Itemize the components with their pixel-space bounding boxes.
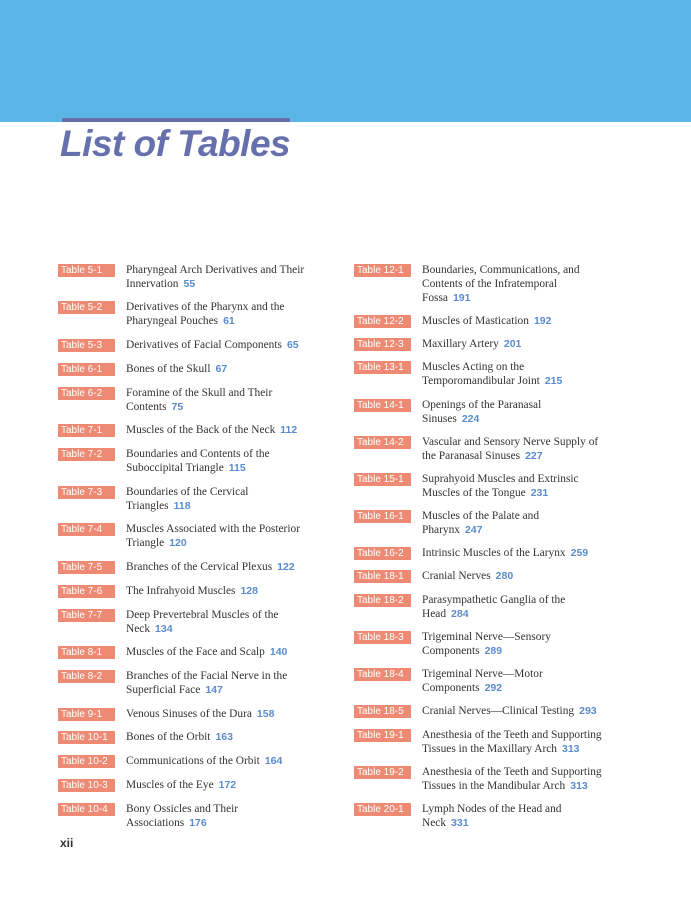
table-title — [422, 569, 637, 583]
table-number-tag: Table 16-1 — [354, 510, 411, 523]
table-title — [126, 778, 341, 792]
page-reference: 331 — [451, 817, 469, 829]
page-reference: 128 — [240, 585, 258, 597]
table-title — [422, 398, 637, 426]
table-title-line: Innervation — [126, 278, 179, 290]
table-number-tag: Table 14-1 — [354, 399, 411, 412]
table-title-line: Contents of the Infratemporal — [422, 278, 558, 290]
table-title-line: Components — [422, 645, 480, 657]
page-reference: 163 — [215, 731, 233, 743]
table-title-line: Components — [422, 682, 480, 694]
table-title-line: Boundaries, Communications, and — [422, 264, 580, 276]
table-number-tag: Table 12-3 — [354, 338, 411, 351]
table-title-line: Cranial Nerves — [422, 570, 491, 582]
table-title — [422, 337, 637, 351]
page-reference: 140 — [269, 646, 288, 658]
table-number-tag: Table 7-3 — [58, 486, 115, 499]
table-number-tag: Table 10-3 — [58, 779, 115, 792]
table-number-tag: Table 18-4 — [354, 668, 411, 681]
table-number-tag: Table 7-4 — [58, 523, 115, 536]
table-title — [126, 522, 341, 550]
table-title — [126, 707, 341, 721]
page-reference: 192 — [533, 315, 552, 327]
page-reference: 293 — [579, 705, 597, 717]
table-title — [422, 360, 637, 388]
table-title — [126, 645, 341, 659]
page-reference: 122 — [277, 561, 295, 573]
table-title — [126, 447, 341, 475]
page-number: xii — [60, 836, 74, 850]
table-title — [126, 263, 341, 291]
table-title-line: Trigeminal Nerve—Sensory — [422, 631, 551, 643]
page-reference: 55 — [183, 278, 196, 290]
page-reference: 147 — [205, 684, 223, 696]
page-reference: 227 — [525, 450, 543, 462]
page-reference: 224 — [461, 413, 480, 425]
table-title-line: Contents — [126, 401, 167, 413]
table-title-line: Muscles of the Back of the Neck — [126, 424, 276, 436]
table-number-tag: Table 7-1 — [58, 424, 115, 437]
table-number-tag: Table 20-1 — [354, 803, 411, 816]
table-number-tag: Table 7-6 — [58, 585, 115, 598]
table-title-line: Head — [422, 608, 447, 620]
table-title — [126, 423, 341, 437]
table-title — [422, 802, 637, 830]
table-title — [126, 300, 341, 328]
table-number-tag: Table 7-7 — [58, 609, 115, 622]
page-reference: 164 — [264, 755, 283, 767]
page-reference: 191 — [452, 292, 471, 304]
table-number-tag: Table 7-5 — [58, 561, 115, 574]
table-title — [126, 754, 341, 768]
table-title-line: Triangles — [126, 500, 169, 512]
table-title-line: Boundaries of the Cervical — [126, 486, 249, 498]
table-title — [422, 593, 637, 621]
table-title-line: Neck — [422, 817, 447, 829]
table-title-line: Tissues in the Maxillary Arch — [422, 743, 557, 755]
table-title — [422, 314, 637, 328]
table-title — [422, 728, 637, 756]
table-title-line: Venous Sinuses of the Dura — [126, 708, 252, 720]
page-reference: 120 — [169, 537, 187, 549]
table-title — [126, 485, 341, 513]
table-title — [422, 509, 637, 537]
table-title — [126, 386, 341, 414]
table-title-line: Neck — [126, 623, 151, 635]
page-reference: 284 — [451, 608, 469, 620]
table-title — [126, 362, 341, 376]
table-title-line: Muscles of the Face and Scalp — [126, 646, 265, 658]
table-number-tag: Table 16-2 — [354, 547, 411, 560]
page-reference: 313 — [570, 780, 588, 792]
table-number-tag: Table 19-2 — [354, 766, 411, 779]
table-title-line: Lymph Nodes of the Head and — [422, 803, 562, 815]
table-number-tag: Table 12-1 — [354, 264, 411, 277]
table-title-line: Intrinsic Muscles of the Larynx — [422, 547, 566, 559]
table-title — [422, 704, 637, 718]
table-title — [422, 546, 637, 560]
table-title — [126, 584, 341, 598]
table-number-tag: Table 15-1 — [354, 473, 411, 486]
table-title-line: Communications of the Orbit — [126, 755, 260, 767]
table-number-tag: Table 19-1 — [354, 729, 411, 742]
table-title-line: Muscles Acting on the — [422, 361, 525, 373]
table-number-tag: Table 18-5 — [354, 705, 411, 718]
page-reference: 313 — [562, 743, 580, 755]
table-title-line: Boundaries and Contents of the — [126, 448, 270, 460]
table-title-line: Temporomandibular Joint — [422, 375, 540, 387]
table-number-tag: Table 7-2 — [58, 448, 115, 461]
table-number-tag: Table 10-4 — [58, 803, 115, 816]
page-reference: 259 — [570, 547, 589, 559]
table-title-line: Suprahyoid Muscles and Extrinsic — [422, 473, 579, 485]
table-title-line: Anesthesia of the Teeth and Supporting — [422, 766, 602, 778]
table-title-line: Fossa — [422, 292, 448, 304]
page-reference: 61 — [223, 315, 235, 327]
table-title — [422, 263, 637, 305]
table-title-line: Tissues in the Mandibular Arch — [422, 780, 566, 792]
table-number-tag: Table 10-1 — [58, 731, 115, 744]
table-title-line: Bony Ossicles and Their — [126, 803, 239, 815]
table-title — [422, 765, 637, 793]
table-title-line: Deep Prevertebral Muscles of the — [126, 609, 279, 621]
table-title — [126, 730, 341, 744]
table-title-line: Triangle — [126, 537, 165, 549]
table-title-line: Cranial Nerves—Clinical Testing — [422, 705, 575, 717]
table-number-tag: Table 12-2 — [354, 315, 411, 328]
table-title-line: Muscles of the Tongue — [422, 487, 526, 499]
table-number-tag: Table 5-1 — [58, 264, 115, 277]
table-number-tag: Table 6-2 — [58, 387, 115, 400]
table-title-line: Pharyngeal Pouches — [126, 315, 219, 327]
table-number-tag: Table 6-1 — [58, 363, 115, 376]
page-reference: 231 — [530, 487, 549, 499]
page-reference: 115 — [228, 462, 246, 474]
table-title — [422, 472, 637, 500]
table-title-line: Bones of the Orbit — [126, 731, 211, 743]
page-reference: 292 — [484, 682, 503, 694]
table-title-line: Foramine of the Skull and Their — [126, 387, 273, 399]
page-title: List of Tables — [60, 123, 291, 164]
table-title — [126, 802, 341, 830]
table-title — [126, 669, 341, 697]
table-number-tag: Table 5-2 — [58, 301, 115, 314]
table-title-line: Anesthesia of the Teeth and Supporting — [422, 729, 602, 741]
table-title-line: Sinuses — [422, 413, 457, 425]
table-title — [126, 338, 341, 352]
table-title-line: Suboccipital Triangle — [126, 462, 224, 474]
table-number-tag: Table 10-2 — [58, 755, 115, 768]
table-title-line: The Infrahyoid Muscles — [126, 585, 236, 597]
table-title — [422, 630, 637, 658]
table-title-line: Bones of the Skull — [126, 363, 211, 375]
table-title — [126, 560, 341, 574]
page-reference: 65 — [286, 339, 299, 351]
header-band — [0, 0, 691, 122]
table-title-line: Maxillary Artery — [422, 338, 499, 350]
table-title-line: Openings of the Paranasal — [422, 399, 542, 411]
page-reference: 247 — [464, 524, 483, 536]
table-title — [422, 667, 637, 695]
table-title — [422, 435, 637, 463]
page-reference: 280 — [495, 570, 514, 582]
table-title-line: Derivatives of the Pharynx and the — [126, 301, 285, 313]
page-reference: 201 — [503, 338, 522, 350]
table-title-line: Branches of the Cervical Plexus — [126, 561, 273, 573]
table-number-tag: Table 18-1 — [354, 570, 411, 583]
table-title-line: Trigeminal Nerve—Motor — [422, 668, 543, 680]
table-title-line: Parasympathetic Ganglia of the — [422, 594, 566, 606]
table-number-tag: Table 18-3 — [354, 631, 411, 644]
page-reference: 158 — [256, 708, 275, 720]
page-reference: 172 — [218, 779, 237, 791]
page-reference: 75 — [171, 401, 184, 413]
page-reference: 289 — [484, 645, 503, 657]
table-number-tag: Table 9-1 — [58, 708, 115, 721]
page-reference: 176 — [189, 817, 207, 829]
table-title-line: Derivatives of Facial Components — [126, 339, 282, 351]
table-number-tag: Table 18-2 — [354, 594, 411, 607]
page-reference: 67 — [215, 363, 228, 375]
table-title-line: Superficial Face — [126, 684, 201, 696]
table-title-line: Vascular and Sensory Nerve Supply of — [422, 436, 599, 448]
table-title-line: Pharynx — [422, 524, 460, 536]
table-title-line: Muscles of Mastication — [422, 315, 529, 327]
table-title-line: Muscles of the Palate and — [422, 510, 540, 522]
page-reference: 112 — [280, 424, 298, 436]
table-title-line: Muscles of the Eye — [126, 779, 214, 791]
page-reference: 118 — [173, 500, 191, 512]
table-title-line: Associations — [126, 817, 185, 829]
table-title — [126, 608, 341, 636]
table-title-line: Muscles Associated with the Posterior — [126, 523, 301, 535]
table-number-tag: Table 5-3 — [58, 339, 115, 352]
page-reference: 215 — [544, 375, 563, 387]
table-title-line: the Paranasal Sinuses — [422, 450, 521, 462]
table-title-line: Pharyngeal Arch Derivatives and Their — [126, 264, 305, 276]
table-number-tag: Table 13-1 — [354, 361, 411, 374]
page-reference: 134 — [155, 623, 173, 635]
table-number-tag: Table 8-2 — [58, 670, 115, 683]
table-number-tag: Table 14-2 — [354, 436, 411, 449]
table-number-tag: Table 8-1 — [58, 646, 115, 659]
table-title-line: Branches of the Facial Nerve in the — [126, 670, 288, 682]
